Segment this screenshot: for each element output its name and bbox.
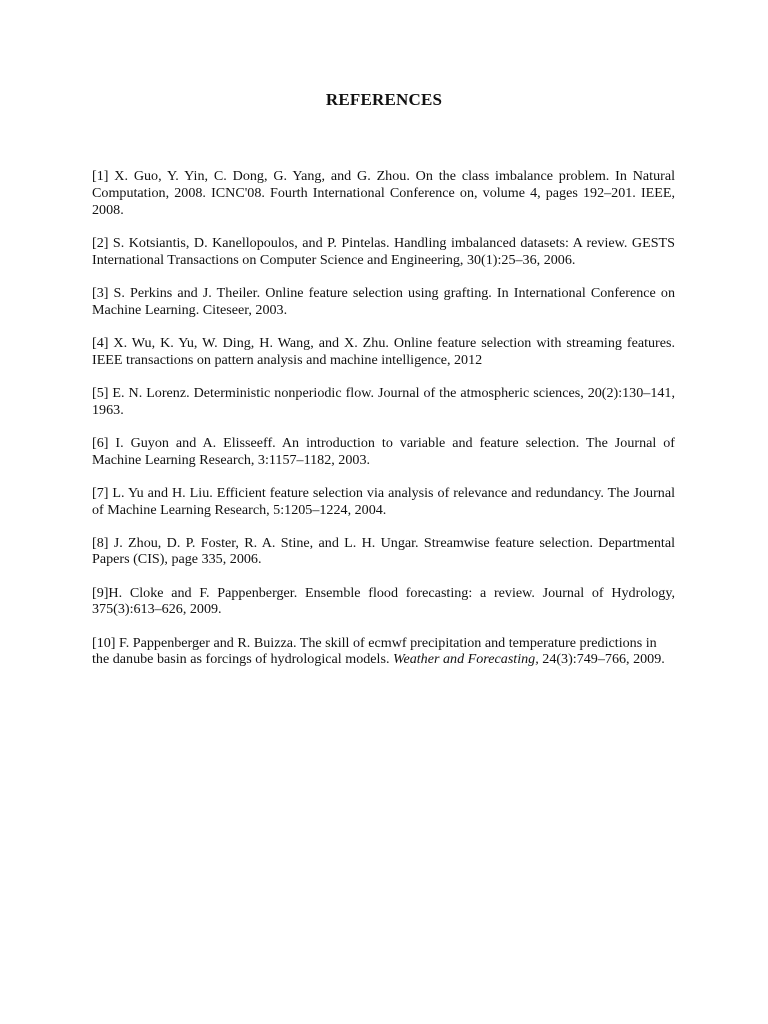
reference-item-10: [92, 635, 675, 669]
reference-list: [92, 168, 675, 685]
reference-details: 24(3):749–766, 2009.: [538, 651, 665, 668]
reference-item-4: [4] X. Wu, K. Yu, W. Ding, H. Wang, and X. Zhu. Online feature selection with streaming features. IEEE transactions on pattern analysis and machine intelligence, 2012: [92, 334, 675, 368]
reference-item-6: [6] I. Guyon and A. Elisseeff. An introduction to variable and feature selection. The Journal of Machine Learning Research, 3:1157–1182, 2003.: [92, 434, 675, 468]
reference-venue: Weather and Forecasting,: [393, 651, 539, 668]
reference-item-3: [3] S. Perkins and J. Theiler. Online feature selection using grafting. In International Conference on Machine Learning. Citeseer, 2003.: [92, 284, 675, 318]
reference-text: [10] F. Pappenberger and R. Buizza. The skill of ecmwf precipitation and temperature predictions in the danube basin as forcings of hydrological models.: [92, 634, 657, 668]
reference-item-1: [1] X. Guo, Y. Yin, C. Dong, G. Yang, and G. Zhou. On the class imbalance problem. In Natural Computation, 2008. ICNC'08. Fourth International Conference on, volume 4, pages 192–201. IEEE, 2008.: [92, 168, 675, 218]
page-title: REFERENCES: [325, 90, 443, 109]
reference-item-9: [9]H. Cloke and F. Pappenberger. Ensemble flood forecasting: a review. Journal of Hydrology, 375(3):613–626, 2009.: [92, 584, 675, 618]
reference-item-2: [2] S. Kotsiantis, D. Kanellopoulos, and P. Pintelas. Handling imbalanced datasets: A review. GESTS International Transactions on Computer Science and Engineering, 30(1):25–36, 2006.: [92, 234, 675, 268]
reference-item-7: [7] L. Yu and H. Liu. Efficient feature selection via analysis of relevance and redundancy. The Journal of Machine Learning Research, 5:1205–1224, 2004.: [92, 484, 675, 518]
reference-item-8: [8] J. Zhou, D. P. Foster, R. A. Stine, and L. H. Ungar. Streamwise feature selection. Departmental Papers (CIS), page 335, 2006.: [92, 534, 675, 568]
reference-item-5: [5] E. N. Lorenz. Deterministic nonperiodic flow. Journal of the atmospheric sciences, 20(2):130–141, 1963.: [92, 384, 675, 418]
